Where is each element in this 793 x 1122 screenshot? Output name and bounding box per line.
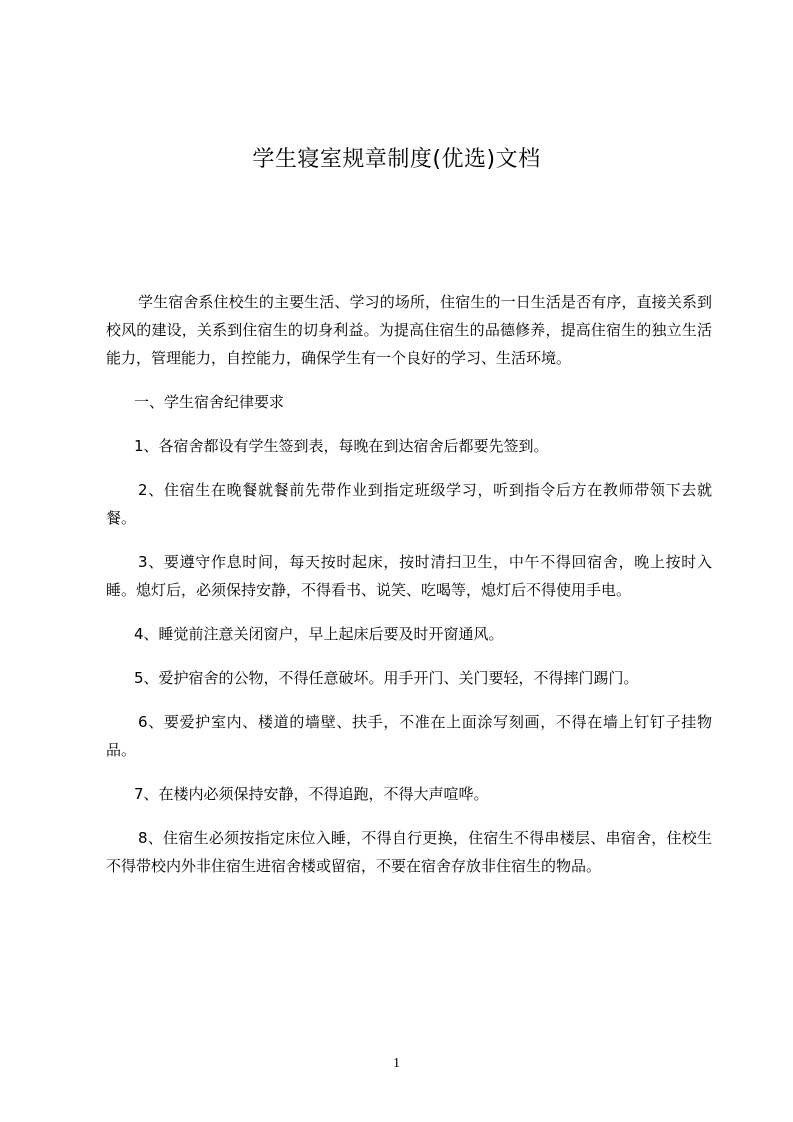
- intro-paragraph: 学生宿舍系住校生的主要生活、学习的场所，住宿生的一日生活是否有序，直接关系到校风的建设，关系到住宿生的切身利益。为提高住宿生的品德修养，提高住宿生的独立生活能力，管理能力，自控能力，确保学生有一个良好的学习、生活环境。: [106, 293, 712, 367]
- rule-item: 8、住宿生必须按指定床位入睡，不得自行更换，住宿生不得串楼层、串宿舍，住校生不得带校内外非住宿生进宿舍楼或留宿，不要在宿舍存放非住宿生的物品。: [106, 829, 712, 875]
- rule-item: 5、爱护宿舍的公物，不得任意破坏。用手开门、关门要轻，不得摔门踢门。: [134, 669, 639, 687]
- document-body: [106, 288, 712, 880]
- rule-item: 6、要爱护室内、楼道的墙壁、扶手，不准在上面涂写刻画，不得在墙上钉钉子挂物品。: [106, 713, 712, 759]
- rule-item: 7、在楼内必须保持安静，不得追跑，不得大声喧哗。: [134, 785, 489, 803]
- page-number: 1: [393, 1056, 400, 1071]
- rule-item: 3、要遵守作息时间，每天按时起床，按时清扫卫生，中午不得回宿舍，晚上按时入睡。熄灯后，必须保持安静，不得看书、说笑、吃喝等，熄灯后不得使用手电。: [106, 553, 712, 599]
- section-heading: 一、学生宿舍纪律要求: [134, 393, 285, 411]
- rule-item: 2、住宿生在晚餐就餐前先带作业到指定班级学习，听到指令后方在教师带领下去就餐。: [106, 481, 712, 527]
- rule-item: 1、各宿舍都设有学生签到表，每晚在到达宿舍后都要先签到。: [134, 437, 549, 455]
- rule-item: 4、睡觉前注意关闭窗户，早上起床后要及时开窗通风。: [134, 625, 504, 643]
- document-title: 学生寝室规章制度(优选)文档: [252, 147, 541, 172]
